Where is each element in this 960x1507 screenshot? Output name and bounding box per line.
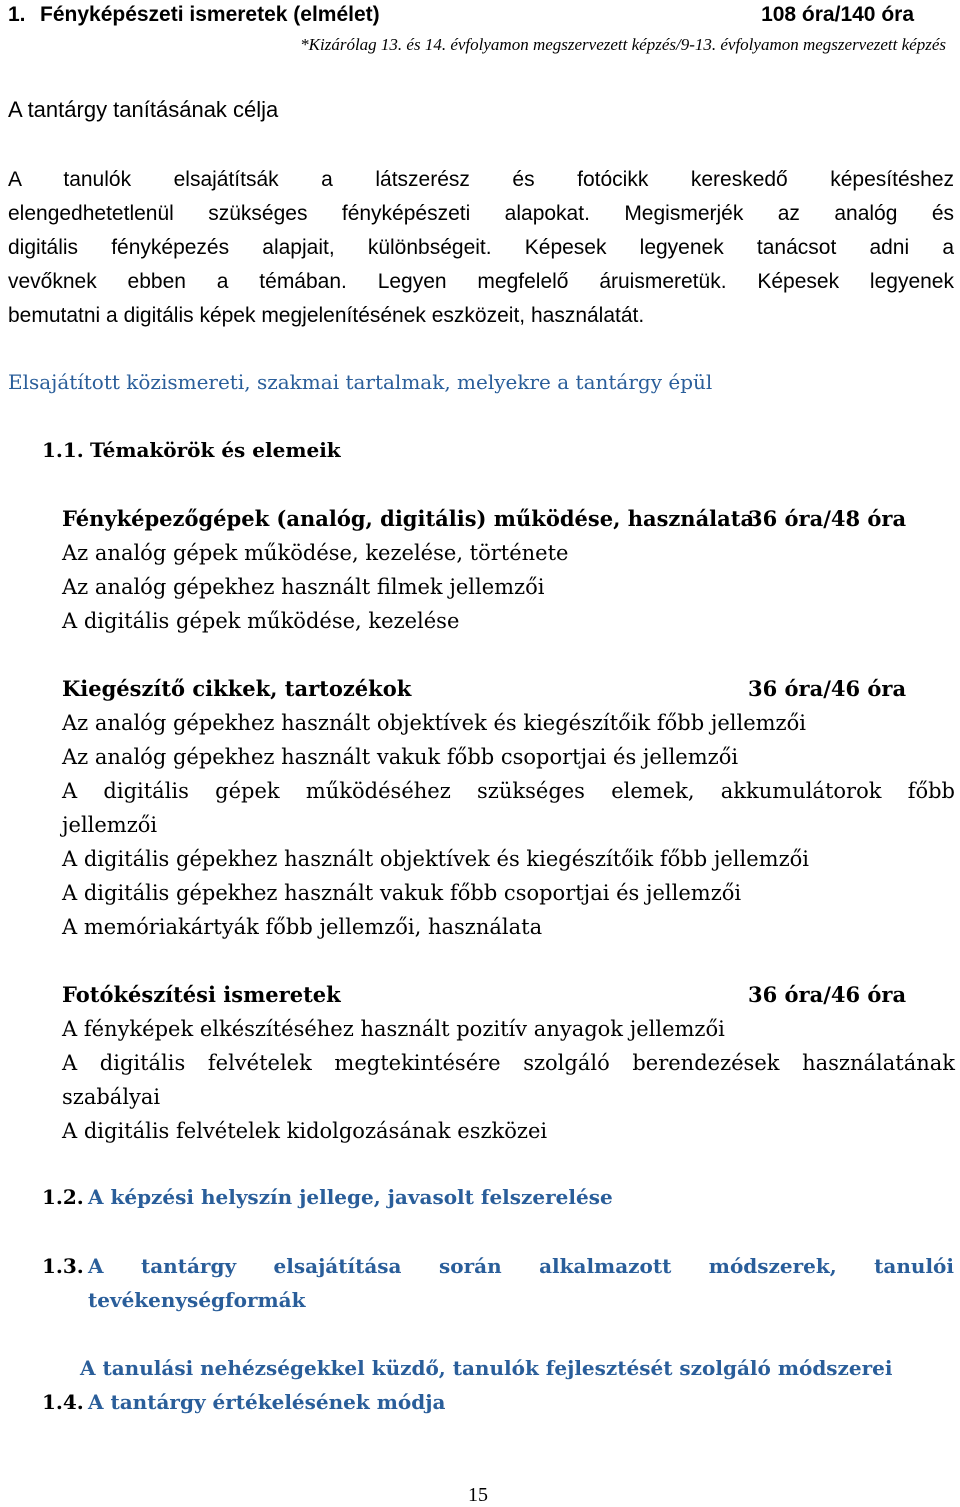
section-1-2-title: A képzési helyszín jellege, javasolt felszerelése xyxy=(88,1185,613,1209)
topic-item: szabályai xyxy=(62,1085,161,1109)
goal-paragraph xyxy=(8,163,954,333)
topic-item: Az analóg gépekhez használt vakuk főbb csoportjai és jellemzői xyxy=(62,745,739,769)
chapter-hours: 108 óra/140 óra xyxy=(761,3,914,26)
topic-title: Fotókészítési ismeretek xyxy=(62,982,341,1007)
topic-item: A fényképek elkészítéséhez használt pozitív anyagok jellemzői xyxy=(62,1017,725,1041)
section-1-3-number: 1.3. xyxy=(42,1254,84,1278)
topic-item: A digitális felvételek kidolgozásának eszközei xyxy=(62,1119,548,1143)
topic-item: jellemzői xyxy=(62,813,158,837)
topic-title: Kiegészítő cikkek, tartozékok xyxy=(62,676,412,701)
topic-item: A digitális gépek működése, kezelése xyxy=(62,609,460,633)
topic-hours: 36 óra/48 óra xyxy=(748,506,907,531)
topic-item: Az analóg gépek működése, kezelése, története xyxy=(62,541,569,565)
section-1-4-title: A tantárgy értékelésének módja xyxy=(88,1390,446,1414)
topic-item: A digitális felvételek megtekintésére szolgáló berendezések használatának xyxy=(62,1051,955,1075)
prior-knowledge-heading: Elsajátított közismereti, szakmai tartalmak, melyekre a tantárgy épül xyxy=(8,370,713,394)
topic-item: Az analóg gépekhez használt filmek jellemzői xyxy=(62,575,545,599)
section-1-3-title-line1: A tantárgy elsajátítása során alkalmazott módszerek, tanulói xyxy=(88,1254,954,1278)
goal-line: vevőknek ebben a témában. Legyen megfelelő áruismeretük. Képesek legyenek xyxy=(8,270,954,293)
topic-hours: 36 óra/46 óra xyxy=(748,676,907,701)
section-1-2-number: 1.2. xyxy=(42,1185,84,1209)
learning-difficulties-heading: A tanulási nehézségekkel küzdő, tanulók fejlesztését szolgáló módszerei xyxy=(80,1356,893,1380)
section-1-1-title: Témakörök és elemeik xyxy=(90,438,341,462)
goal-line: bemutatni a digitális képek megjelenítésének eszközeit, használatát. xyxy=(8,304,645,327)
page-number: 15 xyxy=(468,1484,488,1506)
topic-title xyxy=(62,502,754,536)
section-1-3-title-line2: tevékenységformák xyxy=(88,1288,306,1312)
topic-item: A digitális gépek működéséhez szükséges elemek, akkumulátorok főbb xyxy=(62,779,955,803)
topic-hours: 36 óra/46 óra xyxy=(748,982,907,1007)
chapter-number: 1. xyxy=(8,3,26,26)
topic-item: A digitális gépekhez használt objektívek és kiegészítőik főbb jellemzői xyxy=(62,847,810,871)
chapter-note: *Kizárólag 13. és 14. évfolyamon megszervezett képzés/9-13. évfolyamon megszervezett képzés xyxy=(300,35,946,54)
topic-item: Az analóg gépekhez használt objektívek és kiegészítőik főbb jellemzői xyxy=(62,711,806,735)
topic-item: A digitális gépekhez használt vakuk főbb csoportjai és jellemzői xyxy=(62,881,742,905)
goal-line: elengedhetetlenül szükséges fényképészeti alapokat. Megismerjék az analóg és xyxy=(8,202,954,225)
goal-line: A tanulók elsajátítsák a látszerész és fotócikk kereskedő képesítéshez xyxy=(8,168,954,191)
topic-title-text: Fényképezőgépek (analóg, digitális) működése, használata xyxy=(62,506,755,531)
section-1-1-number: 1.1. xyxy=(42,438,84,462)
section-1-4-number: 1.4. xyxy=(42,1390,84,1414)
goal-heading: A tantárgy tanításának célja xyxy=(8,97,279,122)
topic-item: A memóriakártyák főbb jellemzői, használata xyxy=(62,915,543,939)
chapter-title: Fényképészeti ismeretek (elmélet) xyxy=(40,3,380,26)
goal-line: digitális fényképezés alapjait, különbségeit. Képesek legyenek tanácsot adni a xyxy=(8,236,954,259)
